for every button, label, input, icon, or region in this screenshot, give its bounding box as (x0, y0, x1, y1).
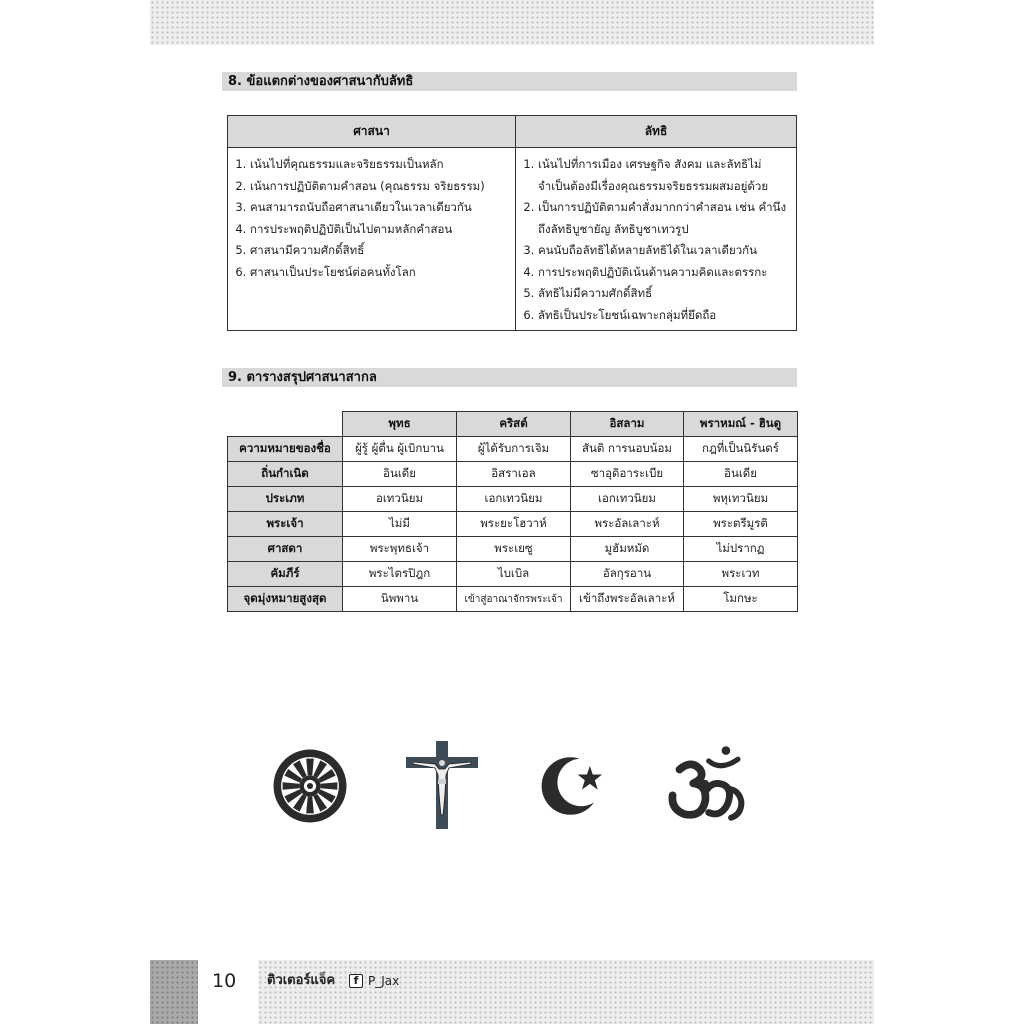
table-cell: พหุเทวนิยม (684, 487, 798, 512)
religion-item: 5. ศาสนามีความศักดิ์สิทธิ์ (250, 240, 510, 262)
table-cell: ผู้รู้ ผู้ตื่น ผู้เบิกบาน (343, 437, 457, 462)
table-cell: พระตรีมูรติ (684, 512, 798, 537)
table-cell: เข้าถึงพระอัลเลาะห์ (571, 587, 684, 612)
cult-item: 1. เน้นไปที่การเมือง เศรษฐกิจ สังคม และลัทธิไม่จำเป็นต้องมีเรื่องคุณธรรมจริยธรรมผสมอยู่ด้วย (538, 154, 791, 197)
table-row (228, 462, 798, 487)
column-header: อิสลาม (571, 412, 684, 437)
footer-brand: ติวเตอร์แจ็ค (267, 973, 336, 988)
column-header: คริสต์ (457, 412, 571, 437)
world-religions-summary-table (227, 411, 798, 612)
crucifix-icon (405, 741, 479, 829)
crescent-star-icon (538, 750, 610, 822)
table-cell: อเทวนิยม (343, 487, 457, 512)
cult-item: 4. การประพฤติปฏิบัติเน้นด้านความคิดและตรรกะ (538, 262, 791, 284)
religion-cell (228, 148, 516, 331)
column-header: พุทธ (343, 412, 457, 437)
table-cell: อัลกุรอาน (571, 562, 684, 587)
table-row (228, 487, 798, 512)
facebook-icon: f (349, 974, 363, 988)
religion-item: 4. การประพฤติปฏิบัติเป็นไปตามหลักคำสอน (250, 219, 510, 241)
religion-item: 2. เน้นการปฏิบัติตามคำสอน (คุณธรรม จริยธรรม) (250, 176, 510, 198)
table-cell: เอกเทวนิยม (457, 487, 571, 512)
table-row (228, 512, 798, 537)
section-8-title: 8. ข้อแตกต่างของศาสนากับลัทธิ (222, 72, 797, 91)
cult-item: 5. ลัทธิไม่มีความศักดิ์สิทธิ์ (538, 283, 791, 305)
cult-cell (516, 148, 797, 331)
footer-handle: P_Jax (368, 974, 400, 988)
cult-item: 6. ลัทธิเป็นประโยชน์เฉพาะกลุ่มที่ยึดถือ (538, 305, 791, 327)
table-row (228, 437, 798, 462)
table-cell: มูฮัมหมัด (571, 537, 684, 562)
religion-item: 6. ศาสนาเป็นประโยชน์ต่อคนทั้งโลก (250, 262, 510, 284)
table-cell: กฎที่เป็นนิรันดร์ (684, 437, 798, 462)
table-cell: พระเยซู (457, 537, 571, 562)
dharma-wheel-icon (272, 748, 348, 824)
section-9-title: 9. ตารางสรุปศาสนาสากล (222, 368, 797, 387)
religion-cult-comparison-table (227, 115, 797, 331)
table-cell: พระเวท (684, 562, 798, 587)
page-number: 10 (212, 970, 237, 992)
table-row (228, 562, 798, 587)
cult-list (521, 154, 791, 326)
corner-cell (228, 412, 343, 437)
table-cell: พระอัลเลาะห์ (571, 512, 684, 537)
row-label: ศาสดา (228, 537, 343, 562)
table-cell: ไบเบิล (457, 562, 571, 587)
header-cult: ลัทธิ (516, 116, 797, 148)
header-religion: ศาสนา (228, 116, 516, 148)
footer-decorative-block (150, 960, 198, 1024)
table-cell: โมกษะ (684, 587, 798, 612)
religion-list (233, 154, 510, 283)
row-label: ความหมายของชื่อ (228, 437, 343, 462)
row-label: จุดมุ่งหมายสูงสุด (228, 587, 343, 612)
religion-item: 3. คนสามารถนับถือศาสนาเดียวในเวลาเดียวกัน (250, 197, 510, 219)
table-cell: พระไตรปิฎก (343, 562, 457, 587)
table-cell: ผู้ได้รับการเจิม (457, 437, 571, 462)
table-cell: อินเดีย (684, 462, 798, 487)
religion-item: 1. เน้นไปที่คุณธรรมและจริยธรรมเป็นหลัก (250, 154, 510, 176)
table-cell: อิสราเอล (457, 462, 571, 487)
om-icon (664, 740, 750, 830)
table-cell: ไม่ปรากฏ (684, 537, 798, 562)
table-cell: เอกเทวนิยม (571, 487, 684, 512)
table-cell: ไม่มี (343, 512, 457, 537)
row-label: ถิ่นกำเนิด (228, 462, 343, 487)
row-label: คัมภีร์ (228, 562, 343, 587)
table-cell: อินเดีย (343, 462, 457, 487)
top-decorative-band (150, 0, 874, 45)
table-cell: เข้าสู่อาณาจักรพระเจ้า (457, 587, 571, 612)
table-cell: นิพพาน (343, 587, 457, 612)
table-row (228, 587, 798, 612)
cult-item: 3. คนนับถือลัทธิได้หลายลัทธิได้ในเวลาเดียวกัน (538, 240, 791, 262)
table-row (228, 537, 798, 562)
footer-decorative-band (258, 960, 874, 1024)
column-header: พราหมณ์ - ฮินดู (684, 412, 798, 437)
table-cell: สันติ การนอบน้อม (571, 437, 684, 462)
table-cell: ซาอุดิอาระเบีย (571, 462, 684, 487)
table-cell: พระพุทธเจ้า (343, 537, 457, 562)
table-cell: พระยะโฮวาห์ (457, 512, 571, 537)
row-label: ประเภท (228, 487, 343, 512)
row-label: พระเจ้า (228, 512, 343, 537)
cult-item: 2. เป็นการปฏิบัติตามคำสั่งมากกว่าคำสอน เช่น คำนึงถึงลัทธิบูชายัญ ลัทธิบูชาเทวรูป (538, 197, 791, 240)
